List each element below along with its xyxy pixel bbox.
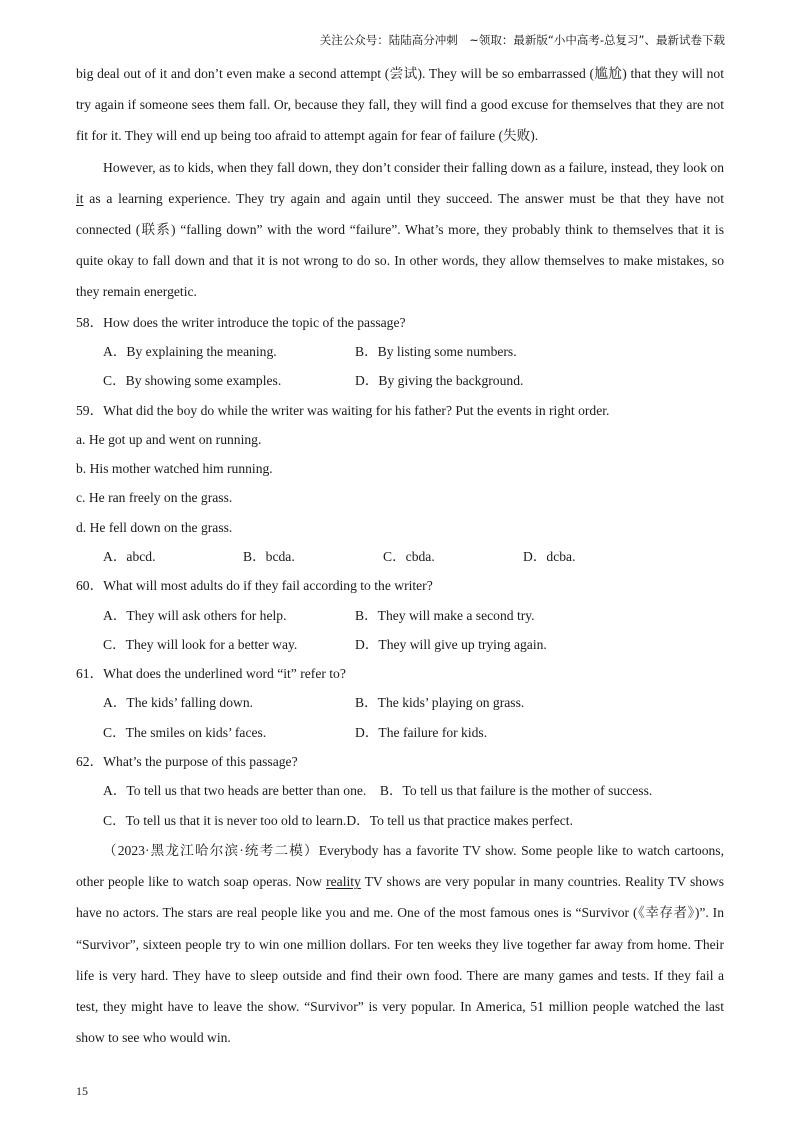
option-b: B．They will make a second try. (355, 607, 535, 623)
options-row (76, 337, 724, 366)
option-c: C．By showing some examples. (103, 373, 282, 389)
option-a: A．abcd. (103, 549, 156, 564)
event-b: b. His mother watched him running. (76, 461, 273, 477)
event-a: a. He got up and went on running. (76, 431, 262, 447)
options-row (76, 542, 724, 571)
event-c: c. He ran freely on the grass. (76, 490, 233, 506)
question-58 (76, 308, 724, 396)
option-d: D．They will give up trying again. (355, 636, 547, 652)
options-row (76, 718, 724, 747)
options-line-2: C．To tell us that it is never too old to learn.D．To tell us that practice makes perfect. (103, 812, 573, 828)
passage1-paragraph2: However, as to kids, when they fall down, they don’t consider their falling down as a failure, instead, they look on it as a learning experience. They try again and again until they succeed. The answer must be that they have not connected (联系) “falling down” with the word “failure”. What’s more, they probably think to themselves that it is quite okay to fall down and that it is not wrong to do so. In other words, they allow themselves to make mistakes, so they remain energetic. (76, 159, 724, 300)
question-62 (76, 747, 724, 835)
question-stem: 58．How does the writer introduce the topic of the passage? (76, 314, 406, 330)
question-stem: 61．What does the underlined word “it” refer to? (76, 666, 346, 682)
page-number: 15 (76, 1084, 88, 1098)
question-stem: 59．What did the boy do while the writer was waiting for his father? Put the events in right order. (76, 402, 610, 418)
underlined-word-it: it (76, 190, 84, 206)
option-d: D．dcba. (523, 549, 576, 564)
option-a: A．They will ask others for help. (103, 607, 287, 623)
option-c: C．cbda. (383, 549, 435, 564)
options-row (76, 366, 724, 395)
option-a: A．By explaining the meaning. (103, 343, 277, 359)
question-60 (76, 571, 724, 659)
option-d: D．The failure for kids. (355, 724, 488, 740)
underlined-word-reality: reality (326, 874, 361, 890)
option-c: C．They will look for a better way. (103, 636, 298, 652)
page-header: 关注公众号：陆陆高分冲刺 ~领取：最新版“小中高考-总复习”、最新试卷下载 (319, 33, 725, 47)
passage1-paragraph1: big deal out of it and don’t even make a second attempt (尝试). They will be so embarrassed (尴尬) that they will not try again if someone sees them fall. Or, because they fall, they will find a good excuse for themselves that they are not fit for it. They will end up being too afraid to attempt again for fear of failure (失败). (76, 66, 724, 144)
option-c: C．The smiles on kids’ faces. (103, 724, 267, 740)
options-row (76, 688, 724, 717)
option-b: B．The kids’ playing on grass. (355, 695, 525, 711)
event-d: d. He fell down on the grass. (76, 519, 233, 535)
options-row (76, 601, 724, 630)
passage2-paragraph: （2023·黑龙江哈尔滨·统考二模）Everybody has a favorite TV show. Some people like to watch cartoons, other people like to watch soap operas. Now reality TV shows are very popular in many countries. Reality TV shows have no actors. The stars are real people like you and me. One of the most famous ones is “Survivor (《幸存者》)”. In “Survivor”, sixteen people try to win one million dollars. For ten weeks they live together far away from home. Their life is very hard. They have to sleep outside and find their own food. There are many games and tests. If they fail a test, they might have to leave the show. “Survivor” is very popular. In America, 51 million people watched the last show to see who would win. (76, 842, 724, 1046)
options-line-1: A．To tell us that two heads are better than one. B．To tell us that failure is the mother of success. (103, 783, 653, 799)
options-row (76, 630, 724, 659)
question-59 (76, 396, 724, 572)
question-stem: 60．What will most adults do if they fail according to the writer? (76, 578, 433, 594)
question-stem: 62．What’s the purpose of this passage? (76, 754, 298, 770)
option-d: D．By giving the background. (355, 373, 524, 389)
option-a: A．The kids’ falling down. (103, 695, 254, 711)
option-b: B．bcda. (243, 549, 295, 564)
document-body (76, 58, 724, 1053)
question-61 (76, 659, 724, 747)
option-b: B．By listing some numbers. (355, 343, 517, 359)
